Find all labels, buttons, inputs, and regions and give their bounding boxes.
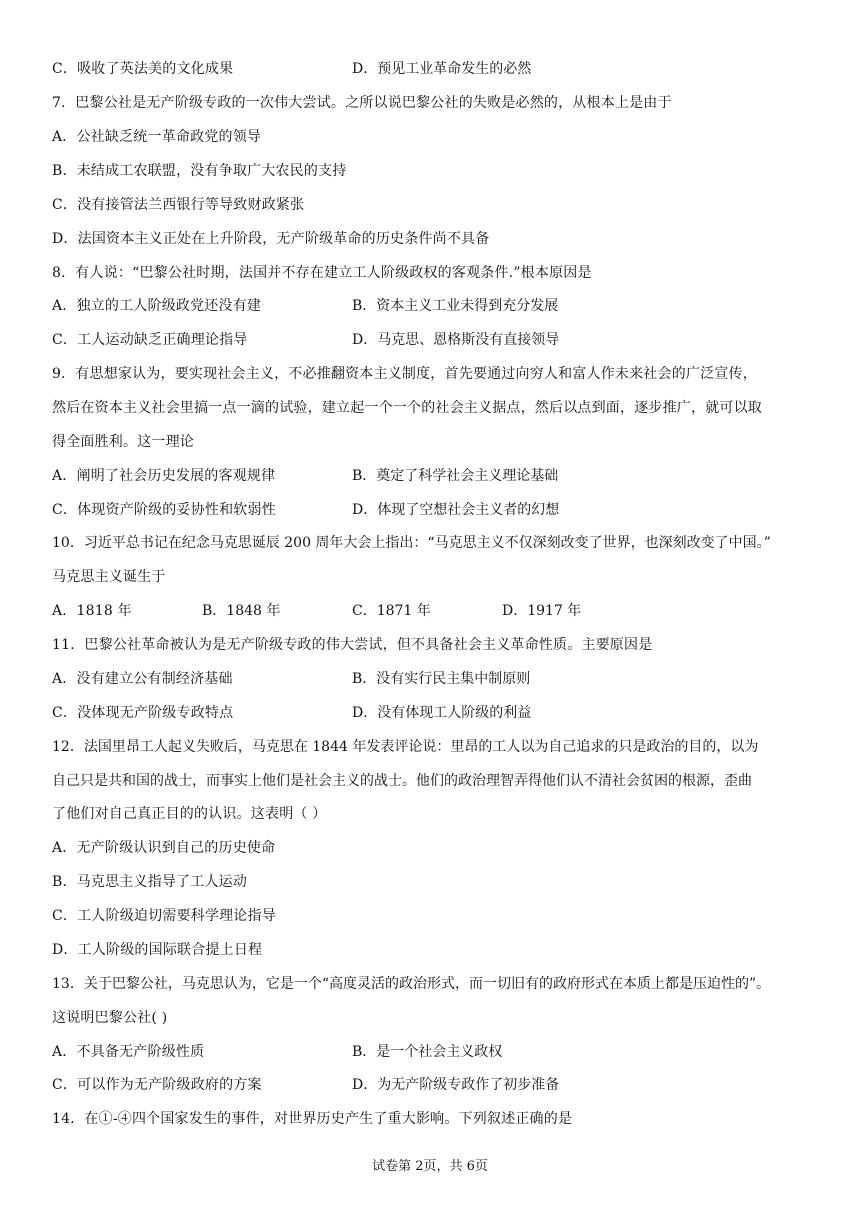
- q9-option-b: B．奠定了科学社会主义理论基础: [352, 468, 559, 484]
- q11-stem: 11．巴黎公社革命被认为是无产阶级专政的伟大尝试，但不具备社会主义革命性质。主要原因是: [52, 637, 653, 653]
- q6-option-c: C．吸收了英法美的文化成果: [52, 61, 234, 77]
- q7-option-a: A．公社缺乏统一革命政党的领导: [52, 129, 262, 145]
- q12-option-a: A．无产阶级认识到自己的历史使命: [52, 840, 276, 856]
- q8-option-d: D．马克思、恩格斯没有直接领导: [352, 332, 560, 348]
- q11-option-d: D．没有体现工人阶级的利益: [352, 705, 532, 721]
- q14-stem: 14．在①-④四个国家发生的事件，对世界历史产生了重大影响。下列叙述正确的是: [52, 1111, 573, 1127]
- q7-option-d: D．法国资本主义正处在上升阶段，无产阶级革命的历史条件尚不具备: [52, 231, 490, 247]
- q13-option-b: B．是一个社会主义政权: [352, 1044, 503, 1060]
- q9-stem-line-1: 9．有思想家认为，要实现社会主义，不必推翻资本主义制度，首先要通过向穷人和富人作未来社会的广泛宣传，: [52, 366, 757, 382]
- q12-stem-line-2: 自己只是共和国的战士，而事实上他们是社会主义的战士。他们的政治理智弄得他们认不清社会贫困的根源，歪曲: [52, 773, 752, 789]
- q13-stem-line-1: 13．关于巴黎公社，马克思认为，它是一个“高度灵活的政治形式，而一切旧有的政府形式在本质上都是压迫性的”。: [52, 976, 771, 992]
- q10-option-d: D．1917 年: [502, 603, 582, 619]
- q12-stem-line-3: 了他们对自己真正目的的认识。这表明（ ）: [52, 806, 327, 822]
- q12-stem-line-1: 12．法国里昂工人起义失败后，马克思在 1844 年发表评论说：里昂的工人以为自己追求的只是政治的目的，以为: [52, 739, 759, 755]
- q13-stem-line-2: 这说明巴黎公社( ): [52, 1010, 168, 1026]
- page-footer: 试卷第 2页，共 6页: [372, 1159, 488, 1174]
- q12-option-c: C．工人阶级迫切需要科学理论指导: [52, 908, 276, 924]
- q9-option-d: D．体现了空想社会主义者的幻想: [352, 502, 560, 518]
- q8-stem: 8．有人说：“巴黎公社时期，法国并不存在建立工人阶级政权的客观条件.”根本原因是: [52, 265, 592, 281]
- q13-option-c: C．可以作为无产阶级政府的方案: [52, 1077, 262, 1093]
- q7-stem: 7．巴黎公社是无产阶级专政的一次伟大尝试。之所以说巴黎公社的失败是必然的，从根本上是由于: [52, 95, 672, 111]
- q9-option-a: A．阐明了社会历史发展的客观规律: [52, 468, 276, 484]
- q12-option-d: D．工人阶级的国际联合提上日程: [52, 942, 263, 958]
- q11-option-c: C．没体现无产阶级专政特点: [52, 705, 234, 721]
- q9-stem-line-3: 得全面胜利。这一理论: [52, 434, 194, 450]
- q10-option-a: A．1818 年: [52, 603, 132, 619]
- q8-option-a: A．独立的工人阶级政党还没有建: [52, 298, 262, 314]
- q10-stem-line-2: 马克思主义诞生于: [52, 569, 166, 585]
- q12-option-b: B．马克思主义指导了工人运动: [52, 874, 248, 890]
- q8-option-b: B．资本主义工业未得到充分发展: [352, 298, 559, 314]
- q7-option-c: C．没有接管法兰西银行等导致财政紧张: [52, 197, 305, 213]
- q10-option-b: B．1848 年: [202, 603, 281, 619]
- q9-option-c: C．体现资产阶级的妥协性和软弱性: [52, 502, 276, 518]
- q10-stem-line-1: 10．习近平总书记在纪念马克思诞辰 200 周年大会上指出：“马克思主义不仅深刻改变了世界，也深刻改变了中国。”: [52, 535, 771, 551]
- q6-option-d: D．预见工业革命发生的必然: [352, 61, 532, 77]
- q13-option-a: A．不具备无产阶级性质: [52, 1044, 205, 1060]
- q11-option-a: A．没有建立公有制经济基础: [52, 671, 233, 687]
- q11-option-b: B．没有实行民主集中制原则: [352, 671, 531, 687]
- q10-option-c: C．1871 年: [352, 603, 431, 619]
- q8-option-c: C．工人运动缺乏正确理论指导: [52, 332, 248, 348]
- q7-option-b: B．未结成工农联盟，没有争取广大农民的支持: [52, 163, 347, 179]
- q9-stem-line-2: 然后在资本主义社会里搞一点一滴的试验，建立起一个一个的社会主义据点，然后以点到面，逐步推广，就可以取: [52, 400, 762, 416]
- q13-option-d: D．为无产阶级专政作了初步准备: [352, 1077, 560, 1093]
